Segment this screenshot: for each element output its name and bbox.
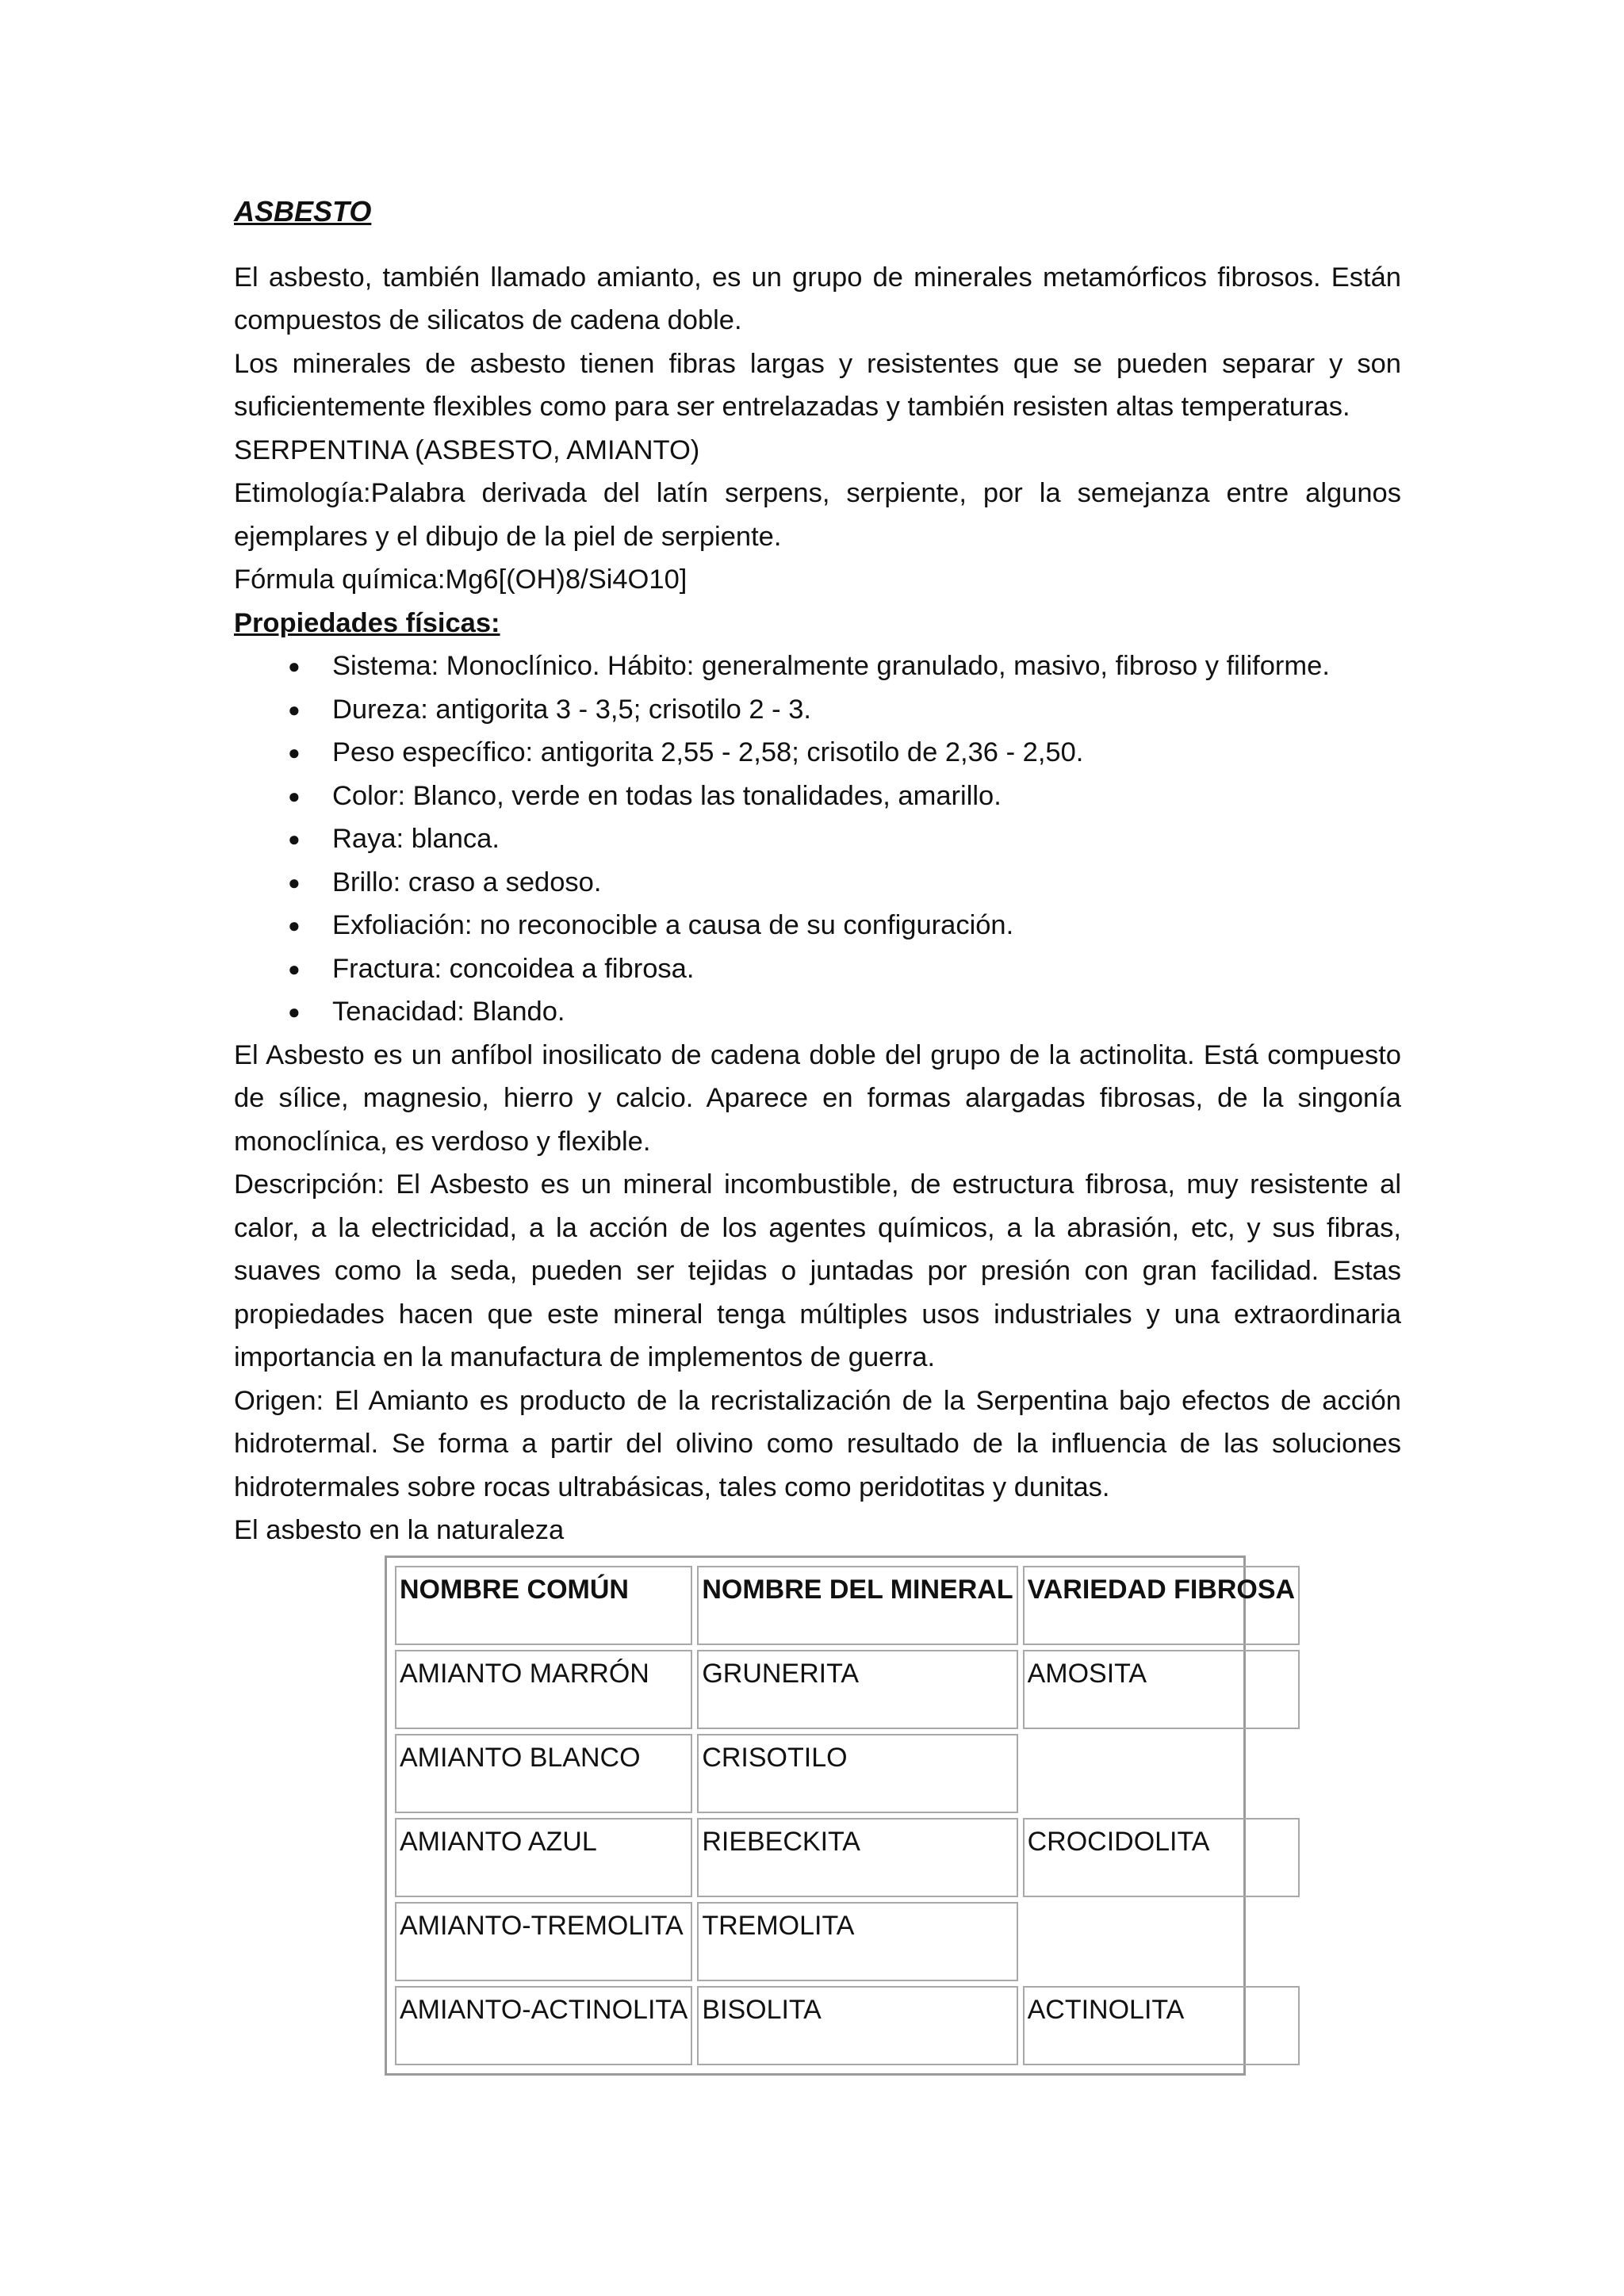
list-item: ● Dureza: antigorita 3 - 3,5; crisotilo 2 - 3. <box>234 688 1401 732</box>
table-cell-empty <box>1023 1734 1300 1813</box>
table-cell: AMOSITA <box>1023 1650 1300 1729</box>
intro-paragraph: Los minerales de asbesto tienen fibras largas y resistentes que se pueden separar y son suficientemente flexibles como para ser entrelazadas y también resisten altas temperaturas. <box>234 348 1401 422</box>
table-cell: CROCIDOLITA <box>1023 1818 1300 1897</box>
list-item: ● Peso específico: antigorita 2,55 - 2,58; crisotilo de 2,36 - 2,50. <box>234 731 1401 775</box>
table-cell: GRUNERITA <box>697 1650 1017 1729</box>
bullet-icon: ● <box>288 913 301 937</box>
table-cell: RIEBECKITA <box>697 1818 1017 1897</box>
list-item: ● Exfoliación: no reconocible a causa de su configuración. <box>234 904 1401 947</box>
column-header: VARIEDAD FIBROSA <box>1023 1566 1300 1645</box>
etimologia-paragraph: Etimología:Palabra derivada del latín serpens, serpiente, por la semejanza entre algunos ejemplares y el dibujo de la piel de serpiente. <box>234 478 1401 552</box>
table-cell: AMIANTO-TREMOLITA <box>395 1902 692 1981</box>
table-row <box>395 1734 1300 1813</box>
table-row <box>395 1902 1300 1981</box>
formula-line: Fórmula química:Mg6[(OH)8/Si4O10] <box>234 564 688 595</box>
table-row <box>395 1650 1300 1729</box>
bullet-icon: ● <box>288 740 301 764</box>
bullet-icon: ● <box>288 783 301 808</box>
minerals-table <box>390 1561 1304 2070</box>
bullet-icon: ● <box>288 1000 301 1024</box>
table-row <box>395 1986 1300 2065</box>
table-cell-empty <box>1023 1902 1300 1981</box>
column-header: NOMBRE COMÚN <box>395 1566 692 1645</box>
serpentina-heading: SERPENTINA (ASBESTO, AMIANTO) <box>234 434 700 465</box>
intro-paragraph: El asbesto, también llamado amianto, es un grupo de minerales metamórficos fibrosos. Están compuestos de silicatos de cadena doble. <box>234 262 1401 335</box>
table-cell: TREMOLITA <box>697 1902 1017 1981</box>
table-cell: AMIANTO-ACTINOLITA <box>395 1986 692 2065</box>
table-cell: AMIANTO MARRÓN <box>395 1650 692 1729</box>
list-item: ● Color: Blanco, verde en todas las tonalidades, amarillo. <box>234 775 1401 818</box>
column-header: NOMBRE DEL MINERAL <box>697 1566 1017 1645</box>
bullet-icon: ● <box>288 827 301 851</box>
body-paragraph: El Asbesto es un anfíbol inosilicato de cadena doble del grupo de la actinolita. Está compuesto de sílice, magnesio, hierro y calcio. Aparece en formas alargadas fibrosas, de la singonía monoclínica, es verdoso y flexible. <box>234 1039 1401 1157</box>
table-cell: CRISOTILO <box>697 1734 1017 1813</box>
bullet-icon: ● <box>288 697 301 721</box>
table-cell: BISOLITA <box>697 1986 1017 2065</box>
body-paragraph: Descripción: El Asbesto es un mineral incombustible, de estructura fibrosa, muy resistente al calor, a la electricidad, a la acción de los agentes químicos, a la abrasión, etc, y sus fibras, suaves como la seda, pueden ser tejidas o juntadas por presión con gran facilidad. Estas propiedades hacen que este mineral tenga múltiples usos industriales y una extraordinaria importancia en la manufactura de implementos de guerra. <box>234 1169 1401 1372</box>
list-item: ● Raya: blanca. <box>234 817 1401 861</box>
body-paragraph: Origen: El Amianto es producto de la recristalización de la Serpentina bajo efectos de acción hidrotermal. Se forma a partir del olivino como resultado de la influencia de las soluciones hidrotermales sobre rocas ultrabásicas, tales como peridotitas y dunitas. <box>234 1385 1401 1502</box>
table-cell: ACTINOLITA <box>1023 1986 1300 2065</box>
table-caption: El asbesto en la naturaleza <box>234 1515 565 1545</box>
table-header-row <box>395 1566 1300 1645</box>
list-item: ● Sistema: Monoclínico. Hábito: generalmente granulado, masivo, fibroso y filiforme. <box>234 645 1401 688</box>
page-title: ASBESTO <box>234 195 372 228</box>
table-cell: AMIANTO AZUL <box>395 1818 692 1897</box>
bullet-icon: ● <box>288 870 301 894</box>
list-item: ● Fractura: concoidea a fibrosa. <box>234 947 1401 991</box>
list-item: ● Tenacidad: Blando. <box>234 990 1401 1034</box>
list-item: ● Brillo: craso a sedoso. <box>234 861 1401 905</box>
propiedades-heading: Propiedades físicas: <box>234 607 500 638</box>
table-row <box>395 1818 1300 1897</box>
bullet-icon: ● <box>288 956 301 981</box>
table-cell: AMIANTO BLANCO <box>395 1734 692 1813</box>
minerals-table-frame <box>385 1556 1296 2076</box>
bullet-icon: ● <box>288 654 301 678</box>
propiedades-list <box>234 645 1401 1034</box>
document-page <box>234 190 1401 2076</box>
